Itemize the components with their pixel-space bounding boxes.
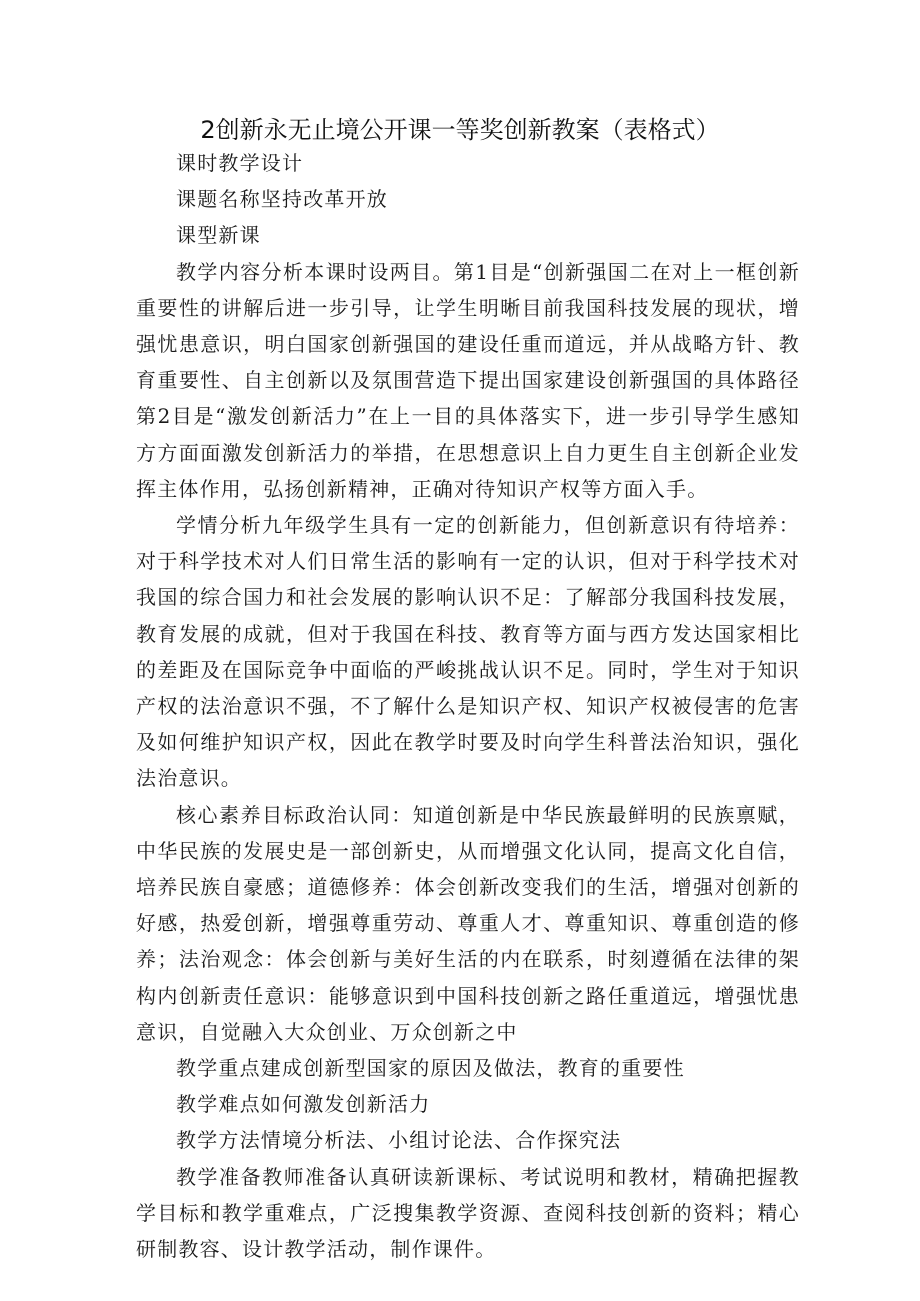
- document-body: [136, 145, 800, 1267]
- paragraph-lesson-design: 课时教学设计: [176, 151, 304, 175]
- paragraph-learner-analysis: 学情分析九年级学生具有一定的创新能力，但创新意识有待培养：对于科学技术对人们日常生活的影响有一定的认识，但对于科学技术对我国的综合国力和社会发展的影响认识不足：了解部分我国科技发展，教育发展的成就，但对于我国在科技、教育等方面与西方发达国家相比的差距及在国际竞争中面临的严峻挑战认识不足。同时，学生对于知识产权的法治意识不强，不了解什么是知识产权、知识产权被侵害的危害及如何维护知识产权，因此在教学时要及时向学生科普法治知识，强化法治意识。: [136, 513, 800, 791]
- paragraph-teaching-focus: 教学重点建成创新型国家的原因及做法，教育的重要性: [176, 1056, 685, 1081]
- paragraph-core-literacy-goals: 核心素养目标政治认同：知道创新是中华民族最鲜明的民族禀赋，中华民族的发展史是一部创新史，从而增强文化认同，提高文化自信，培养民族自豪感；道德修养：体会创新改变我们的生活，增强对创新的好感，热爱创新，增强尊重劳动、尊重人才、尊重知识、尊重创造的修养；法治观念：体会创新与美好生活的内在联系，时刻遵循在法律的架构内创新责任意识：能够意识到中国科技创新之路任重道远，增强忧患意识，自觉融入大众创业、万众创新之中: [136, 802, 800, 1044]
- paragraph-lesson-type: 课型新课: [176, 223, 261, 248]
- paragraph-teaching-methods: 教学方法情境分析法、小组讨论法、合作探究法: [176, 1128, 622, 1153]
- paragraph-teaching-difficulty: 教学难点如何激发创新活力: [176, 1092, 431, 1117]
- paragraph-topic-name: 课题名称坚持改革开放: [176, 187, 388, 212]
- paragraph-teaching-preparation: 教学准备教师准备认真研读新课标、考试说明和教材，精确把握教学目标和教学重难点，广泛搜集教学资源、查阅科技创新的资料；精心研制教容、设计教学活动，制作课件。: [136, 1164, 800, 1262]
- paragraph-content-analysis: 教学内容分析本课时设两目。第1目是“创新强国二在对上一框创新重要性的讲解后进一步引导，让学生明晰目前我国科技发展的现状，增强忧患意识，明白国家创新强国的建设任重而道远，并从战略方针、教育重要性、自主创新以及氛围营造下提出国家建设创新强国的具体路径第2目是“激发创新活力”在上一目的具体落实下，进一步引导学生感知方方面面激发创新活力的举措，在思想意识上自力更生自主创新企业发挥主体作用，弘扬创新精神，正确对待知识产权等方面入手。: [136, 259, 800, 501]
- document-title: 2创新永无止境公开课一等奖创新教案（表格式）: [200, 116, 720, 144]
